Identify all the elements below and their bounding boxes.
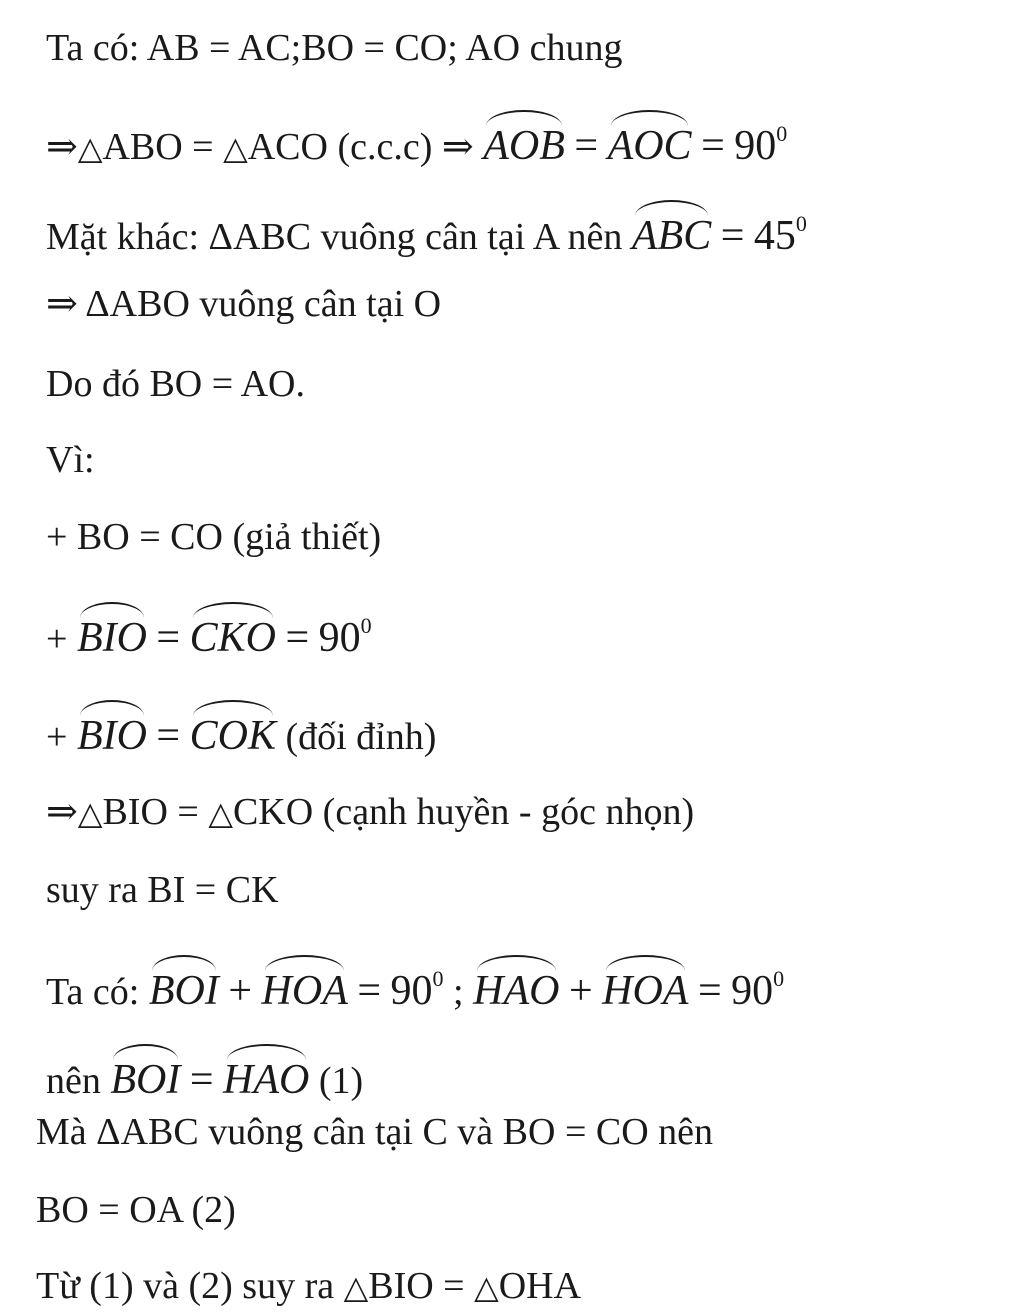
line-8 xyxy=(46,602,372,663)
line-11: suy ra BI = CK xyxy=(46,869,279,911)
text: CKO (cạnh huyền - góc nhọn) xyxy=(232,791,695,833)
angle-cko: CKO xyxy=(190,608,276,662)
line-16 xyxy=(36,1262,581,1311)
line-1: Ta có: AB = AC;BO = CO; AO chung xyxy=(46,27,623,69)
value-90: 90 xyxy=(731,968,774,1014)
degree-mark: 0 xyxy=(776,121,788,146)
line-2 xyxy=(46,110,787,172)
triangle-symbol: △ xyxy=(77,129,103,167)
text: Mặt khác: ΔABC vuông cân tại A nên xyxy=(46,216,632,258)
plus: + xyxy=(568,968,593,1014)
degree-mark: 0 xyxy=(432,966,444,991)
angle-hao: HAO xyxy=(473,961,559,1015)
line-13 xyxy=(46,1050,363,1105)
degree-mark: 0 xyxy=(773,966,785,991)
line-12 xyxy=(46,955,784,1016)
value-90: 90 xyxy=(390,968,433,1014)
angle-cok: COK xyxy=(190,706,276,760)
equals: = xyxy=(574,123,599,169)
triangle-symbol: △ xyxy=(474,1268,499,1306)
angle-hao: HAO xyxy=(223,1050,309,1104)
line-6: Vì: xyxy=(46,439,95,481)
value-90: 90 xyxy=(318,615,361,661)
equals: = xyxy=(697,968,722,1014)
angle-aoc: AOC xyxy=(608,116,692,170)
line-10 xyxy=(46,788,694,837)
triangle-symbol: △ xyxy=(77,794,103,832)
text: nên xyxy=(46,1060,111,1102)
text: ACO (c.c.c) ⇒ xyxy=(247,126,484,168)
equals: = xyxy=(720,213,745,259)
line-15: BO = OA (2) xyxy=(36,1189,236,1231)
angle-bio: BIO xyxy=(77,706,147,760)
value-45: 45 xyxy=(753,213,796,259)
text: ABO = xyxy=(102,126,224,168)
triangle-symbol: △ xyxy=(343,1268,369,1306)
implies-symbol: ⇒ xyxy=(46,126,78,168)
equals: = xyxy=(156,713,181,759)
degree-mark: 0 xyxy=(795,211,807,236)
triangle-symbol: △ xyxy=(223,129,248,167)
angle-boi: BOI xyxy=(110,1050,180,1104)
line-3 xyxy=(46,200,807,261)
text: Từ (1) và (2) suy ra xyxy=(36,1265,344,1307)
line-14: Mà ΔABC vuông cân tại C và BO = CO nên xyxy=(36,1111,714,1153)
plus: + xyxy=(228,968,253,1014)
line-7: + BO = CO (giả thiết) xyxy=(46,516,382,558)
angle-aob: AOB xyxy=(483,116,565,170)
text: OHA xyxy=(498,1265,582,1307)
angle-bio: BIO xyxy=(77,608,147,662)
line-5: Do đó BO = AO. xyxy=(46,363,305,405)
line-9 xyxy=(46,706,436,761)
text: Ta có: xyxy=(46,971,149,1013)
degree-mark: 0 xyxy=(360,613,372,638)
value-90: 90 xyxy=(734,123,777,169)
equals: = xyxy=(357,968,382,1014)
equals: = xyxy=(189,1057,214,1103)
text: BIO = xyxy=(102,791,209,833)
angle-boi: BOI xyxy=(149,961,219,1015)
angle-hoa: HOA xyxy=(602,961,688,1015)
semicolon: ; xyxy=(443,971,474,1013)
text: (1) xyxy=(318,1060,364,1102)
equals: = xyxy=(285,615,310,661)
plus: + xyxy=(46,716,68,758)
equals: = xyxy=(156,615,181,661)
text: (đối đỉnh) xyxy=(285,716,437,758)
angle-abc: ABC xyxy=(632,206,711,260)
equals: = xyxy=(701,123,725,169)
implies-symbol: ⇒ xyxy=(46,791,78,833)
text: BIO = xyxy=(368,1265,475,1307)
triangle-symbol: △ xyxy=(208,794,233,832)
line-4: ⇒ ΔABO vuông cân tại O xyxy=(46,283,442,325)
plus: + xyxy=(46,618,68,660)
angle-hoa: HOA xyxy=(262,961,348,1015)
